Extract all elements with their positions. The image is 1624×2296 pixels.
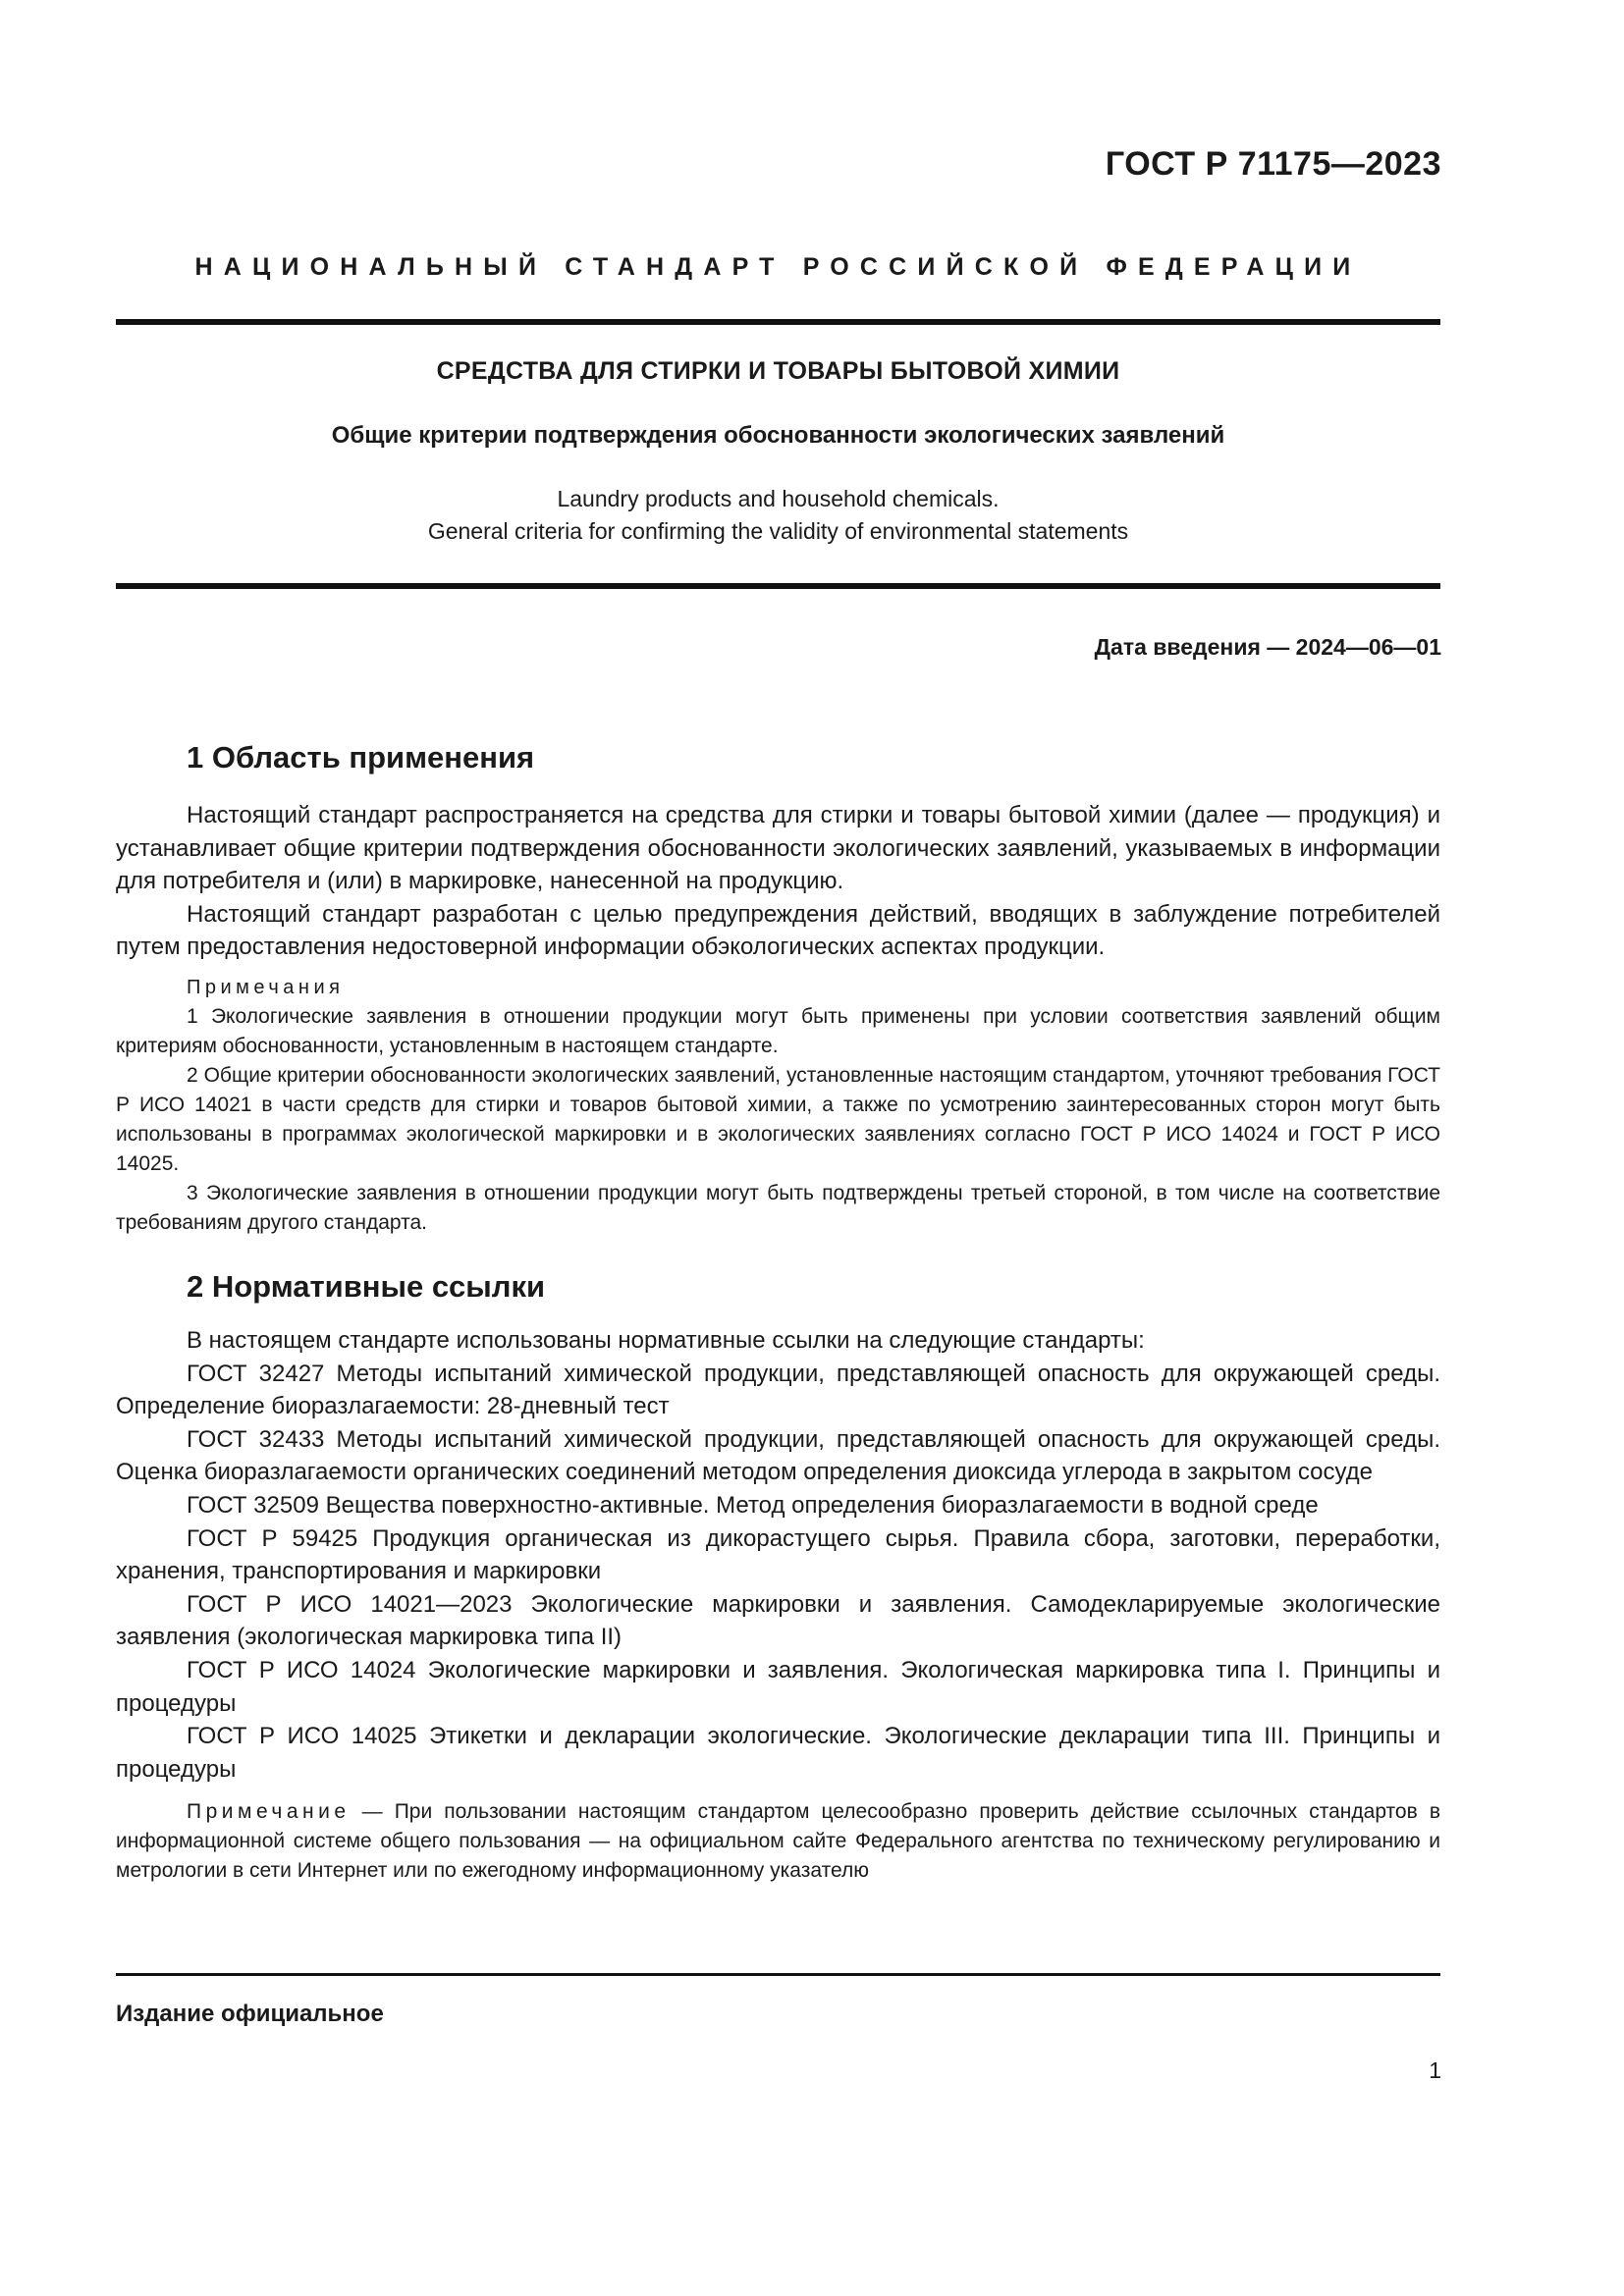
title-bottom-rule	[116, 583, 1440, 589]
top-rule	[116, 319, 1440, 325]
english-title-line-1: Laundry products and household chemicals.	[557, 486, 1000, 511]
gost-number: ГОСТ Р 71175—2023	[1105, 145, 1441, 183]
reference-item: ГОСТ Р 59425 Продукция органическая из дикорастущего сырья. Правила сбора, заготовки, переработки, хранения, транспортирования и маркировки	[116, 1524, 1440, 1585]
reference-item: ГОСТ Р ИСО 14024 Экологические маркировки и заявления. Экологическая маркировка типа I. Принципы и процедуры	[116, 1656, 1440, 1717]
section-1-heading: 1 Область применения	[187, 740, 535, 774]
references-note	[116, 1797, 1440, 1886]
references-note-label: Примечание	[187, 1800, 351, 1824]
section-1-paragraph: Настоящий стандарт распространяется на средства для стирки и товары бытовой химии (далее — продукция) и устанавливает общие критерии подтверждения обоснованности экологических заявлений, указываемых в информации для потребителя и (или) в маркировке, нанесенной на продукцию.	[116, 802, 1440, 895]
english-title	[116, 483, 1440, 548]
section-2-intro: В настоящем стандарте использованы нормативные ссылки на следующие стандарты:	[187, 1326, 1145, 1354]
reference-item: ГОСТ 32433 Методы испытаний химической продукции, представляющей опасность для окружающей среды. Оценка биоразлагаемости органических соединений методом определения диоксида углерода в закрытом сосуде	[116, 1425, 1440, 1486]
page-number: 1	[1429, 2057, 1441, 2083]
references-note-text: — При пользовании настоящим стандартом целесообразно проверить действие ссылочных стандартов в информационной системе общего пользования — на официальном сайте Федерального агентства по техническому регулированию и метрологии в сети Интернет или по ежегодному информационному указателю	[116, 1800, 1440, 1883]
note-item: 3 Экологические заявления в отношении продукции могут быть подтверждены третьей стороной, в том числе на соответствие требованиям другого стандарта.	[116, 1181, 1440, 1234]
note-item: 1 Экологические заявления в отношении продукции могут быть применены при условии соответствия заявлений общим критериям обоснованности, установленным в настоящем стандарте.	[116, 1004, 1440, 1057]
national-standard-heading: НАЦИОНАЛЬНЫЙ СТАНДАРТ РОССИЙСКОЙ ФЕДЕРАЦИИ	[194, 253, 1362, 281]
reference-item: ГОСТ 32509 Вещества поверхностно-активные. Метод определения биоразлагаемости в водной среде	[187, 1491, 1319, 1519]
english-title-line-2: General criteria for confirming the validity of environmental statements	[427, 518, 1129, 544]
document-title: СРЕДСТВА ДЛЯ СТИРКИ И ТОВАРЫ БЫТОВОЙ ХИМИИ	[436, 357, 1120, 385]
document-subtitle: Общие критерии подтверждения обоснованности экологических заявлений	[331, 422, 1225, 449]
notes-heading: Примечания	[187, 976, 345, 998]
introduction-date: Дата введения — 2024—06—01	[1094, 634, 1441, 660]
section-2-heading: 2 Нормативные ссылки	[187, 1268, 546, 1304]
section-1-paragraph: Настоящий стандарт разработан с целью предупреждения действий, вводящих в заблуждение потребителей путем предоставления недостоверной информации обэкологических аспектах продукции.	[116, 900, 1440, 961]
official-edition-label: Издание официальное	[116, 2001, 384, 2027]
reference-item: ГОСТ Р ИСО 14025 Этикетки и декларации экологические. Экологические декларации типа III. Принципы и процедуры	[116, 1723, 1440, 1783]
footer-rule	[116, 1973, 1440, 1976]
document-body	[116, 738, 1440, 1886]
note-item: 2 Общие критерии обоснованности экологических заявлений, установленные настоящим стандартом, уточняют требования ГОСТ Р ИСО 14021 в части средств для стирки и товаров бытовой химии, а также по усмотрению заинтересованных сторон могут быть использованы в программах экологической маркировки и в экологических заявлениях согласно ГОСТ Р ИСО 14024 и ГОСТ Р ИСО 14025.	[116, 1063, 1440, 1175]
reference-item: ГОСТ 32427 Методы испытаний химической продукции, представляющей опасность для окружающей среды. Определение биоразлагаемости: 28-дневный тест	[116, 1360, 1440, 1420]
reference-item: ГОСТ Р ИСО 14021—2023 Экологические маркировки и заявления. Самодекларируемые экологические заявления (экологическая маркировка типа II)	[116, 1590, 1440, 1651]
